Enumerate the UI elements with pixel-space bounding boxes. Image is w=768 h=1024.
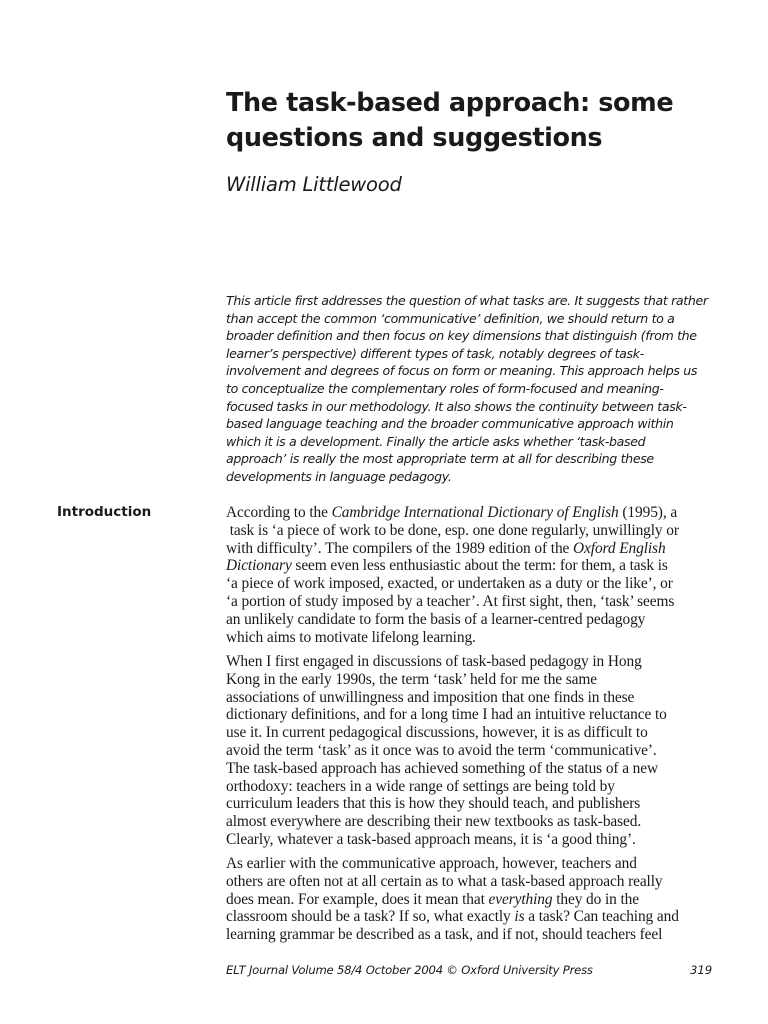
italic-text: Dictionary — [226, 557, 292, 575]
paragraph-line — [226, 522, 726, 540]
paragraph-line — [226, 557, 726, 575]
text-run: task is ‘a piece of work to be done, esp. one done regularly, unwillingly or — [226, 521, 679, 539]
paragraph-line — [226, 593, 726, 611]
body-paragraph-3 — [226, 855, 726, 944]
abstract-line: learner’s perspective) different types of task, notably degrees of task- — [226, 345, 644, 361]
paragraph-line — [226, 689, 726, 707]
text-run: a task? Can teaching and — [524, 908, 679, 926]
text-run: almost everywhere are describing their new textbooks as task-based. — [226, 813, 642, 831]
italic-text: everything — [488, 890, 553, 908]
paragraph-line — [226, 706, 726, 724]
text-run: others are often not at all certain as to what a task-based approach really — [226, 872, 663, 890]
paragraph-line — [226, 629, 726, 647]
article-abstract — [226, 292, 726, 486]
paragraph-line — [226, 671, 726, 689]
italic-text: Oxford English — [573, 539, 666, 557]
paragraph-line — [226, 855, 726, 873]
body-paragraph-1 — [226, 504, 726, 646]
paragraph-line — [226, 831, 726, 849]
abstract-line: developments in language pedagogy. — [226, 468, 452, 484]
journal-citation: ELT Journal Volume 58/4 October 2004 © Oxford University Press — [226, 963, 593, 977]
italic-text: Cambridge International Dictionary of English — [331, 504, 619, 521]
abstract-line: This article first addresses the question of what tasks are. It suggests that rather — [226, 293, 708, 308]
paragraph-line — [226, 540, 726, 558]
abstract-line: than accept the common ‘communicative’ definition, we should return to a — [226, 310, 675, 326]
text-run: The task-based approach has achieved something of the status of a new — [226, 759, 659, 777]
abstract-line: focused tasks in our methodology. It also shows the continuity between task- — [226, 398, 687, 414]
abstract-line: approach’ is really the most appropriate term at all for describing these — [226, 451, 654, 467]
text-run: they do in the — [552, 890, 640, 908]
text-run: with difficulty’. The compilers of the 1989 edition of the — [226, 539, 574, 557]
abstract-line: which it is a development. Finally the article asks whether ‘task-based — [226, 433, 646, 449]
text-run: use it. In current pedagogical discussions, however, it is as difficult to — [226, 724, 648, 742]
paragraph-line — [226, 873, 726, 891]
text-run: classroom should be a task? If so, what exactly — [226, 908, 515, 926]
text-run: (1995), a — [618, 504, 678, 521]
page-number: 319 — [690, 963, 713, 977]
text-run: Clearly, whatever a task-based approach means, it is ‘a good thing’. — [226, 830, 636, 848]
abstract-line: involvement and degrees of focus on form or meaning. This approach helps us — [226, 363, 698, 379]
paragraph-line — [226, 778, 726, 796]
paragraph-line — [226, 653, 726, 671]
text-run: When I first engaged in discussions of task-based pedagogy in Hong — [226, 653, 642, 670]
text-run: which aims to motivate lifelong learning. — [226, 628, 476, 646]
abstract-line: based language teaching and the broader communicative approach within — [226, 416, 674, 432]
text-run: curriculum leaders that this is how they should teach, and publishers — [226, 795, 641, 813]
text-run: ‘a portion of study imposed by a teacher’. At first sight, then, ‘task’ seems — [226, 592, 675, 610]
text-run: dictionary definitions, and for a long time I had an intuitive reluctance to — [226, 706, 667, 724]
section-heading-introduction: Introduction — [57, 504, 152, 520]
paragraph-line — [226, 742, 726, 760]
paragraph-line — [226, 795, 726, 813]
paragraph-line — [226, 760, 726, 778]
text-run: According to the — [226, 504, 332, 521]
text-run: learning grammar be described as a task, and if not, should teachers feel — [226, 926, 663, 944]
title-line: questions and suggestions — [226, 123, 603, 153]
paragraph-line — [226, 908, 726, 926]
text-run: As earlier with the communicative approach, however, teachers and — [226, 855, 637, 872]
paragraph-line — [226, 926, 726, 944]
text-run: avoid the term ‘task’ as it once was to avoid the term ‘communicative’. — [226, 741, 657, 759]
paragraph-line — [226, 813, 726, 831]
italic-text: is — [514, 908, 525, 926]
body-paragraph-2 — [226, 653, 726, 849]
text-run: an unlikely candidate to form the basis of a learner-centred pedagogy — [226, 610, 646, 628]
paragraph-line — [226, 611, 726, 629]
text-run: associations of unwillingness and imposition that one finds in these — [226, 688, 635, 706]
text-run: does mean. For example, does it mean that — [226, 890, 489, 908]
text-run: seem even less enthusiastic about the term: for them, a task is — [291, 557, 668, 575]
title-line: The task-based approach: some — [226, 88, 674, 118]
paragraph-line — [226, 724, 726, 742]
text-run: ‘a piece of work imposed, exacted, or undertaken as a duty or the like’, or — [226, 575, 673, 593]
text-run: orthodoxy: teachers in a wide range of settings are being told by — [226, 777, 615, 795]
paragraph-line — [226, 891, 726, 909]
paragraph-line — [226, 504, 726, 522]
paragraph-line — [226, 575, 726, 593]
abstract-line: to conceptualize the complementary roles of form-focused and meaning- — [226, 380, 664, 396]
abstract-line: broader definition and then focus on key dimensions that distinguish (from the — [226, 328, 697, 344]
article-author: William Littlewood — [226, 173, 402, 196]
article-title — [226, 86, 726, 156]
text-run: Kong in the early 1990s, the term ‘task’ held for me the same — [226, 670, 598, 688]
